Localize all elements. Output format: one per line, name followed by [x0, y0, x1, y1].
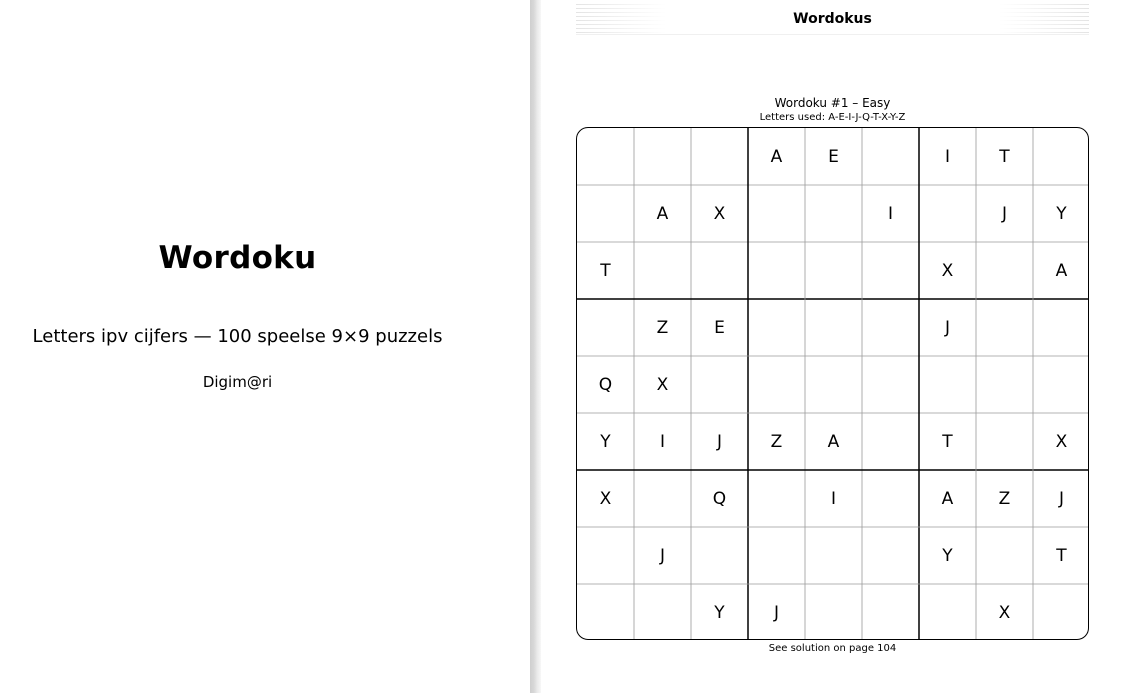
grid-cell[interactable]: X — [998, 602, 1011, 623]
grid-cell[interactable]: Z — [656, 317, 669, 338]
grid-cell[interactable] — [748, 242, 805, 299]
grid-cell[interactable] — [805, 527, 862, 584]
grid-cell[interactable] — [976, 413, 1033, 470]
grid-cell[interactable]: T — [1056, 545, 1067, 566]
letters-used: Letters used: A-E-I-J-Q-T-X-Y-Z — [759, 112, 906, 123]
grid-cell[interactable]: A — [827, 431, 840, 452]
solution-note: See solution on page 104 — [768, 643, 897, 654]
book-gutter — [530, 0, 541, 693]
grid-cell[interactable] — [634, 470, 691, 527]
grid-cell[interactable] — [919, 584, 976, 640]
puzzle-title: Wordoku #1 – Easy — [774, 96, 891, 110]
grid-cell[interactable] — [976, 242, 1033, 299]
grid-cell[interactable] — [748, 356, 805, 413]
grid-cell[interactable] — [1033, 584, 1089, 640]
grid-cell[interactable] — [862, 299, 919, 356]
grid-cell[interactable] — [691, 128, 748, 185]
grid-cell[interactable] — [748, 185, 805, 242]
grid-cell[interactable]: Z — [770, 431, 783, 452]
grid-cell[interactable] — [691, 527, 748, 584]
grid-cell[interactable]: Y — [1056, 203, 1067, 224]
grid-cell[interactable]: I — [659, 431, 665, 452]
right-page — [541, 0, 1121, 693]
left-page — [0, 0, 530, 693]
grid-cell[interactable]: T — [999, 146, 1010, 167]
grid-cell[interactable] — [862, 128, 919, 185]
grid-cell[interactable]: I — [944, 146, 950, 167]
grid-cell[interactable] — [976, 356, 1033, 413]
grid-cell[interactable]: T — [942, 431, 953, 452]
grid-cell[interactable] — [805, 242, 862, 299]
grid-cell[interactable]: E — [714, 317, 725, 338]
grid-cell[interactable]: J — [1058, 488, 1064, 509]
section-title: Wordokus — [793, 11, 872, 27]
grid-cell[interactable] — [805, 584, 862, 640]
grid-cell[interactable] — [1033, 356, 1089, 413]
grid-cell[interactable] — [577, 299, 634, 356]
grid-cell[interactable] — [919, 185, 976, 242]
grid-cell[interactable]: I — [887, 203, 893, 224]
grid-cell[interactable]: J — [659, 545, 665, 566]
grid-cell[interactable] — [919, 356, 976, 413]
grid-cell[interactable]: A — [941, 488, 954, 509]
grid-cell[interactable] — [862, 470, 919, 527]
grid-cell[interactable] — [577, 185, 634, 242]
grid-cell[interactable] — [577, 128, 634, 185]
grid-cell[interactable] — [976, 299, 1033, 356]
page-header — [576, 4, 1089, 35]
grid-cell[interactable]: X — [713, 203, 726, 224]
grid-cell[interactable]: Y — [942, 545, 953, 566]
grid-cell[interactable] — [634, 242, 691, 299]
grid-cell[interactable]: Y — [714, 602, 725, 623]
grid-cell[interactable]: J — [1001, 203, 1007, 224]
grid-cell[interactable] — [577, 527, 634, 584]
header-rule — [576, 34, 1089, 35]
grid-cell[interactable]: Q — [712, 488, 727, 509]
grid-cell[interactable] — [748, 527, 805, 584]
grid-cell[interactable]: J — [944, 317, 950, 338]
grid-cell[interactable]: A — [656, 203, 669, 224]
grid-cell[interactable]: Q — [598, 374, 613, 395]
grid-cell[interactable] — [577, 584, 634, 640]
grid-cell[interactable]: I — [830, 488, 836, 509]
grid-cell[interactable] — [748, 299, 805, 356]
grid-cell[interactable]: T — [600, 260, 611, 281]
grid-cell[interactable] — [862, 242, 919, 299]
grid-cell[interactable]: Y — [600, 431, 611, 452]
grid-cell[interactable]: J — [773, 602, 779, 623]
grid-cell[interactable]: X — [1055, 431, 1068, 452]
grid-cell[interactable] — [862, 413, 919, 470]
grid-cell[interactable] — [691, 356, 748, 413]
book-subtitle: Letters ipv cijfers — 100 speelse 9×9 puzzels — [32, 326, 443, 347]
grid-cell[interactable] — [976, 527, 1033, 584]
grid-cell[interactable] — [691, 242, 748, 299]
grid-cell[interactable]: A — [770, 146, 783, 167]
book-author: Digim@ri — [202, 373, 273, 391]
grid-cell[interactable] — [862, 527, 919, 584]
grid-cell[interactable] — [1033, 128, 1089, 185]
book-title: Wordoku — [158, 240, 317, 276]
grid-cell[interactable] — [862, 356, 919, 413]
grid-cell[interactable] — [805, 299, 862, 356]
grid-cell[interactable]: X — [941, 260, 954, 281]
grid-cell[interactable]: E — [828, 146, 839, 167]
grid-cell[interactable]: Z — [998, 488, 1011, 509]
grid-cell[interactable] — [805, 356, 862, 413]
grid-cell[interactable]: J — [716, 431, 722, 452]
grid-cell[interactable] — [748, 470, 805, 527]
grid-cell[interactable] — [805, 185, 862, 242]
grid-cell[interactable]: X — [599, 488, 612, 509]
grid-cell[interactable] — [634, 128, 691, 185]
grid-cell[interactable] — [1033, 299, 1089, 356]
grid-cell[interactable] — [634, 584, 691, 640]
grid-cell[interactable]: A — [1055, 260, 1068, 281]
wordoku-grid — [576, 127, 1089, 640]
grid-cell[interactable] — [862, 584, 919, 640]
grid-cell[interactable]: X — [656, 374, 669, 395]
